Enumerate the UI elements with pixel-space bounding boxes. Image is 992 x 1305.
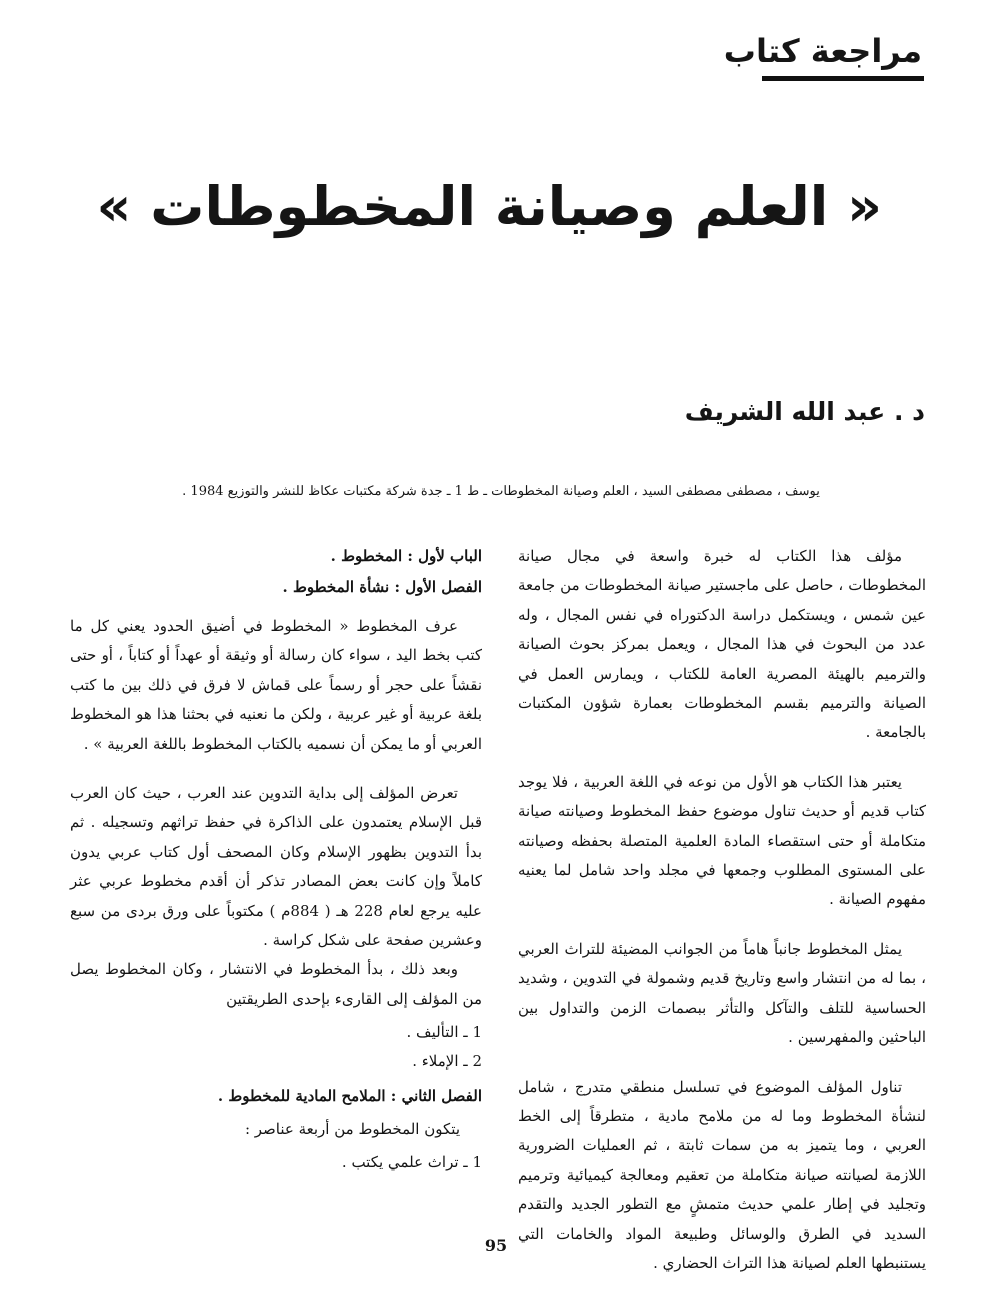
paragraph-author-bio: مؤلف هذا الكتاب له خبرة واسعة في مجال صيانة المخطوطات ، حاصل على ماجستير صيانة المخطوطات من جامعة عين شمس ، ويستكمل دراسة الدكتوراه في نفس المجال ، وله عدد من البحوث في هذا المجال ، ويعمل بمركز بحوث الصيانة والترميم بالهيئة المصرية العامة للكتاب ، ويمارس العمل في الصيانة والترميم بقسم المخطوطات بعمارة شؤون المكتبات بالجامعة . xyxy=(518,547,926,742)
paragraph-manuscript-importance: يمثل المخطوط جانباً هاماً من الجوانب المضيئة للتراث العربي ، بما له من انتشار واسع وتاريخ قديم وشمولة في التدوين ، وشديد الحساسية للتلف والتآكل والتأثر ببصمات الزمن والتداول بين الباحثين والمفهرسين . xyxy=(518,939,926,1047)
section-label-rule xyxy=(762,76,924,81)
paragraph-book-significance: يعتبر هذا الكتاب هو الأول من نوعه في اللغة العربية ، فلا يوجد كتاب قديم أو حديث تناول موضوع حفظ المخطوط وصيانته صيانة متكاملة أو حتى استقصاء المادة العلمية المتصلة بحفظه وصيانته على المستوى المطلوب وجمعها في مجلد واحد شامل لما يعنيه مفهوم الصيانة . xyxy=(518,772,926,909)
right-column xyxy=(518,542,926,1272)
paragraph-writing-history: تعرض المؤلف إلى بداية التدوين عند العرب ، حيث كان العرب قبل الإسلام يعتمدون على الذاكرة في حفظ تراثهم وتسجيله . ثم بدأ التدوين بظهور الإسلام وكان المصحف أول كتاب عربي يدون كاملاً وإن كانت بعض المصادر تذكر أن أقدم مخطوط عربي عثر عليه يرجع لعام 228 هـ ( 884م ) مكتوباً على ورق بردى من سبع وعشرين صفحة على شكل كراسة . xyxy=(70,784,482,950)
author-name: د . عبد الله الشريف xyxy=(684,397,925,426)
part-heading xyxy=(70,542,482,571)
paragraph-book-structure: تناول المؤلف الموضوع في تسلسل منطقي متدرج ، شامل لنشأة المخطوط وما له من ملامح مادية ، متطرقاً إلى الخط العربي ، وما يتميز به من سمات ثابتة ، ثم العمليات الضرورية اللازمة لصيانته صيانة متكاملة من تعقيم ومعالجة كيميائية وترميم وتجليد في إطار علمي حديث متمشٍ مع التطور الجديد والتقدم السديد في الطرق والوسائل وطبيعة المواد والخامات التي يستنبطها العلم لصيانة هذا التراث الحضاري . xyxy=(518,1077,926,1272)
chapter2-heading xyxy=(70,1082,482,1111)
article-title: « العلم وصيانة المخطوطات » xyxy=(96,175,882,238)
chapter2-heading-value: : الملامح المادية للمخطوط . xyxy=(217,1087,397,1106)
chapter1-heading-value: : نشأة المخطوط . xyxy=(282,578,400,596)
part-heading-label: الباب لأول xyxy=(418,547,482,565)
chapter2-heading-label: الفصل الثاني xyxy=(401,1087,482,1106)
list-item: 2 ـ الإملاء . xyxy=(412,1052,482,1071)
part-heading-value: : المخطوط . xyxy=(330,547,413,565)
paragraph-manuscript-elements: يتكون المخطوط من أربعة عناصر : xyxy=(244,1120,460,1139)
section-label: مراجعة كتاب xyxy=(723,32,922,70)
paragraph-manuscript-definition: عرف المخطوط « المخطوط في أضيق الحدود يعني كل ما كتب بخط اليد ، سواء كان رسالة أو وثيقة أو عهداً أو كتاباً ، أو حتى نقشاً على حجر أو رسماً على قماش لا فرق في ذلك بين ما كتب بلغة عربية أو غير عربية ، ولكن ما نعنيه في بحثنا هذا هو المخطوط العربي أو ما يمكن أن نسميه بالكتاب المخطوط باللغة العربية » . xyxy=(70,617,482,753)
list-item: 1 ـ التأليف . xyxy=(406,1023,482,1042)
paragraph-manuscript-spread: وبعد ذلك ، بدأ المخطوط في الانتشار ، وكان المخطوط يصل من المؤلف إلى القارىء بإحدى الطريقتين xyxy=(70,960,482,1008)
chapter1-heading-label: الفصل الأول xyxy=(405,578,482,596)
page-number: 95 xyxy=(484,1236,508,1255)
book-reference: يوسف ، مصطفى مصطفى السيد ، العلم وصيانة المخطوطات ـ ط 1 ـ جدة شركة مكتبات عكاظ للنشر والتوزيع 1984 . xyxy=(182,484,820,499)
list-item: 1 ـ تراث علمي يكتب . xyxy=(341,1153,482,1172)
left-column xyxy=(70,542,482,1222)
chapter1-heading xyxy=(70,573,482,602)
